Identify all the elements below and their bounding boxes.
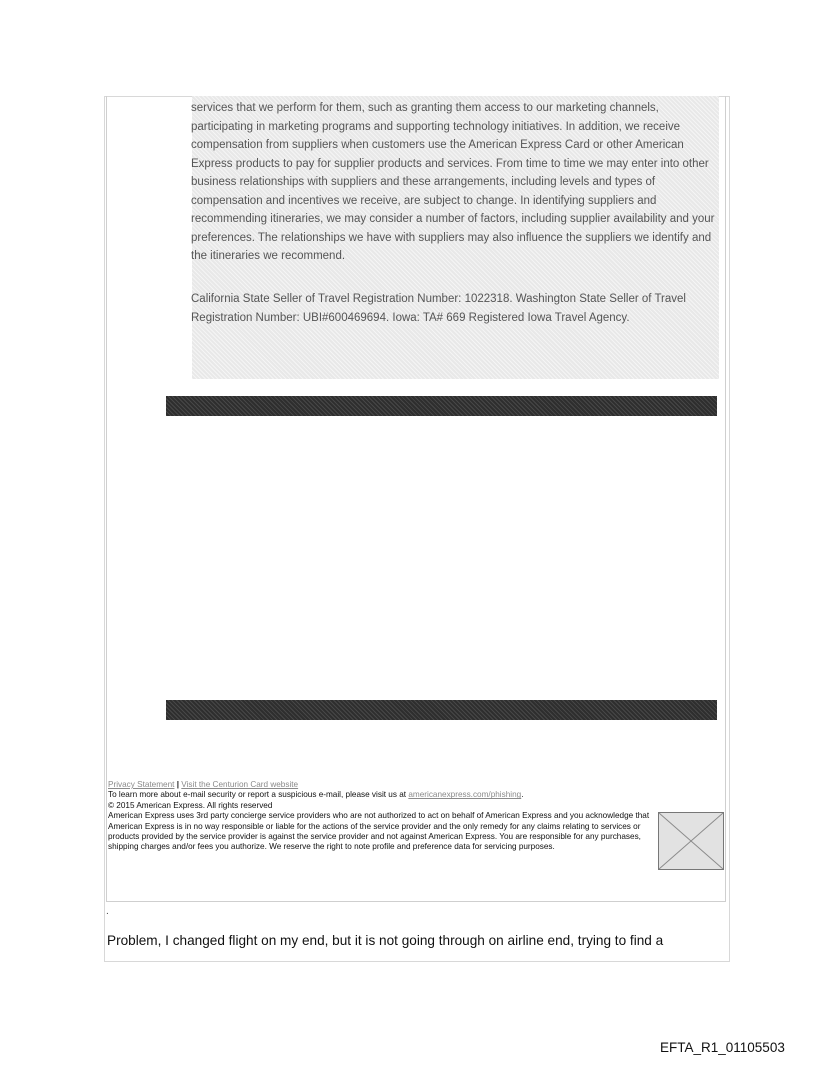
concierge-disclaimer: American Express uses 3rd party concierge service providers who are not authorized to act on behalf of American Express and you acknowledge that American Express is in no way responsible or liable for the actions of the service provider and the only remedy for any claims relating to services or products provided by the service provider is against the service provider and not against American Express. You are responsible for any purchases, shipping charges and/or fees you authorize. We reserve the right to note profile and preference data for servicing purposes. <box>108 811 650 852</box>
redaction-bar-top <box>166 396 717 416</box>
privacy-statement-link[interactable]: Privacy Statement <box>108 780 175 789</box>
document-id: EFTA_R1_01105503 <box>660 1040 785 1055</box>
seller-registration-text: California State Seller of Travel Registration Number: 1022318. Washington State Seller of Travel Registration Number: UBI#600469694. Iowa: TA# 669 Registered Iowa Travel Agency. <box>191 293 686 324</box>
security-notice-text: To learn more about e-mail security or report a suspicious e-mail, please visit us at <box>108 790 407 800</box>
email-footer <box>108 780 660 853</box>
image-placeholder-icon <box>659 813 723 869</box>
centurion-card-link[interactable]: Visit the Centurion Card website <box>181 780 299 789</box>
supplier-disclosure-text: services that we perform for them, such as granting them access to our marketing channels, participating in marketing programs and supporting technology initiatives. In addition, we receive compensation from suppliers when customers use the American Express Card or other American Express products to pay for supplier products and services. From time to time we may enter into other business relationships with suppliers and these arrangements, including levels and types of compensation and incentives we receive, are subject to change. In identifying suppliers and recommending itineraries, we may consider a number of factors, including supplier availability and your preferences. The relationships we have with suppliers may also influence the suppliers we identify and the itineraries we recommend. <box>191 102 715 262</box>
separator-dot: . <box>106 906 109 917</box>
broken-image-placeholder <box>658 812 724 870</box>
security-notice <box>108 790 660 800</box>
footer-links-row <box>108 780 660 790</box>
phishing-link[interactable]: americanexpress.com/phishing <box>408 790 522 800</box>
redaction-bar-bottom <box>166 700 717 720</box>
security-notice-period: . <box>521 790 524 800</box>
reply-message: Problem, I changed flight on my end, but it is not going through on airline end, trying to find a <box>107 933 664 948</box>
copyright-text: © 2015 American Express. All rights reserved <box>108 800 273 810</box>
link-separator: | <box>176 780 180 789</box>
